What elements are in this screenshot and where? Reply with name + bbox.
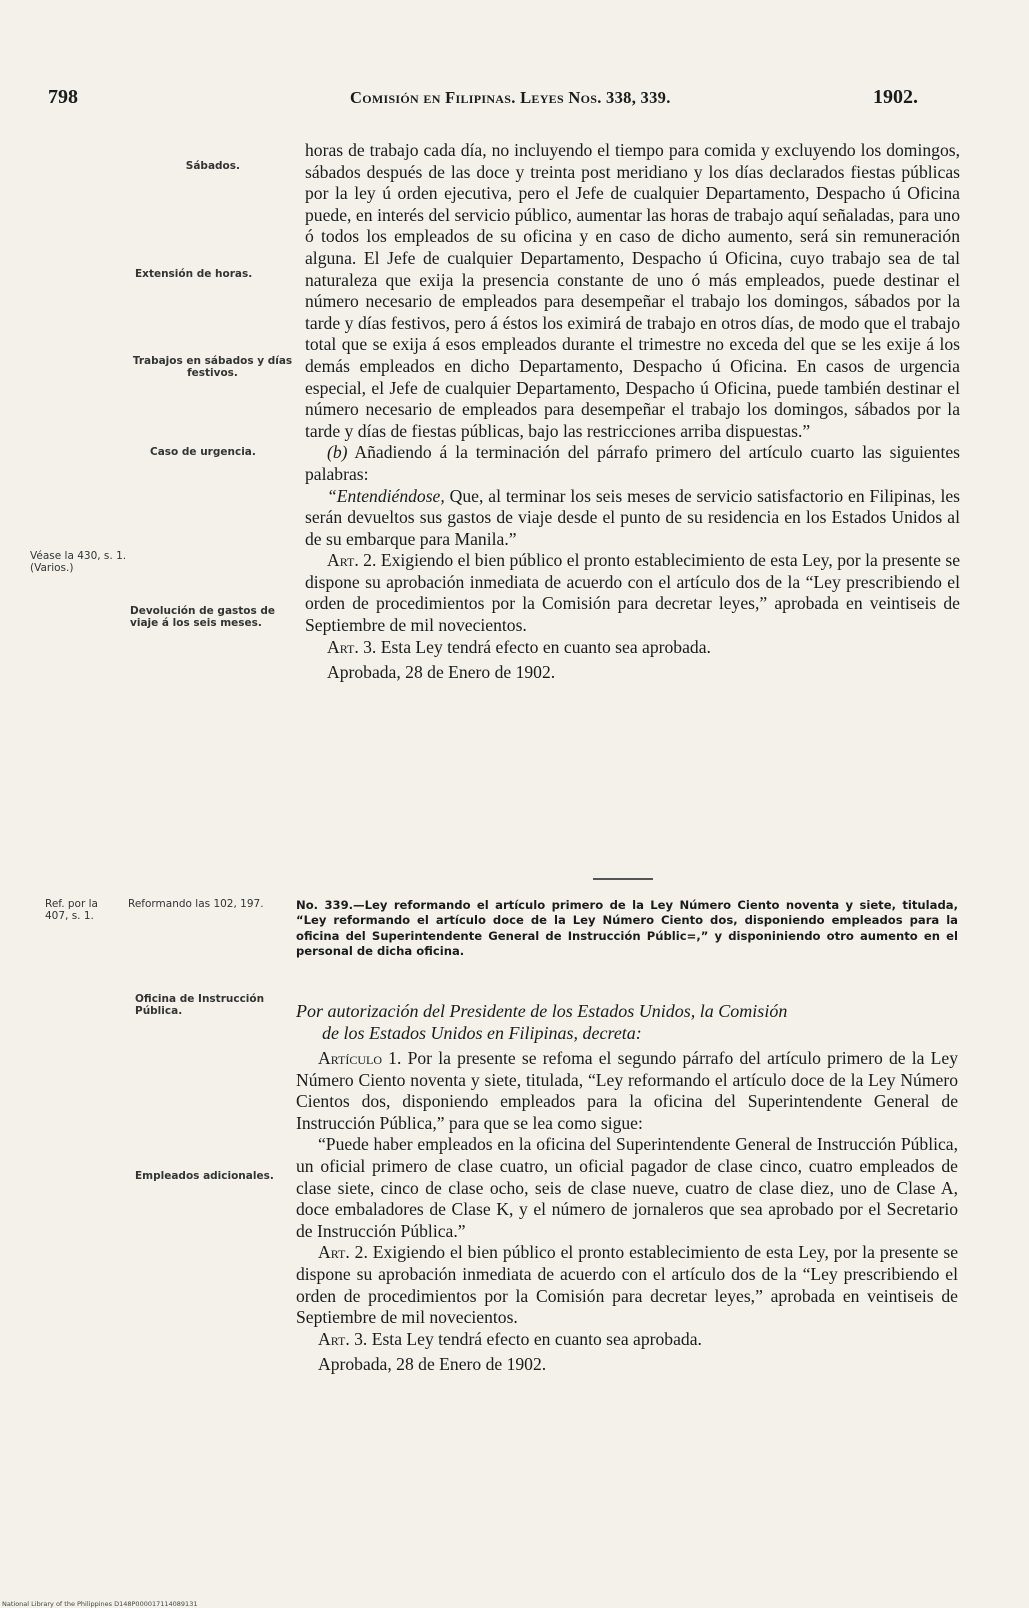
article-text: Por la presente se refoma el segundo párrafo del artículo primero de la Ley Número Ciento noventa y siete, titulada, “Ley reformando el artículo doce de la Ley Número Cientos dos, disponiendo empleados para la oficina del Superintendente General de Instrucción Pública,” para que se lea como sigue: bbox=[296, 1048, 958, 1133]
article-label: Art. 2. bbox=[327, 550, 377, 571]
footer-watermark: National Library of the Philippines D148P000017114089131 bbox=[2, 1600, 198, 1608]
margin-note-oficina: Oficina de Instrucción Pública. bbox=[135, 993, 265, 1017]
margin-note-sabados: Sábados. bbox=[185, 160, 240, 172]
margin-note-extension: Extensión de horas. bbox=[135, 268, 253, 280]
clause-text: Añadiendo á la terminación del párrafo primero del artículo cuarto las siguientes palabras: bbox=[305, 442, 960, 484]
page-number: 798 bbox=[48, 86, 78, 108]
law-338-art-2 bbox=[305, 550, 960, 636]
margin-note-trabajos: Trabajos en sábados y días festivos. bbox=[132, 355, 293, 379]
decree-line-2: de los Estados Unidos en Filipinas, decreta: bbox=[322, 1023, 642, 1043]
law-339-quote: “Puede haber empleados en la oficina del Superintendente General de Instrucción Pública, un oficial primero de clase cuatro, un oficial pagador de clase cinco, cuatro empleados de clase siete, cinco de clase ocho, seis de clase nueve, cuatro de clase diez, uno de Clase A, doce embaladores de Clase K, y el número de jornaleros que sea aprobado por el Secretario de Instrucción Pública.” bbox=[296, 1134, 958, 1241]
article-text: Exigiendo el bien público el pronto establecimiento de esta Ley, por la presente se dispone su aprobación inmediata de acuerdo con el artículo dos de la “Ley prescribiendo el orden de procedimientos por la Comisión para decretar leyes,” aprobada en veintiseis de Septiembre de mil novecientos. bbox=[296, 1242, 959, 1328]
law-339-art-2 bbox=[296, 1242, 958, 1328]
quote-lead: “Entendiéndose, bbox=[327, 485, 445, 506]
law-338-approved: Aprobada, 28 de Enero de 1902. bbox=[327, 662, 556, 683]
article-text: Esta Ley tendrá efecto en cuanto sea aprobada. bbox=[376, 636, 711, 657]
law-339-enacting-clause bbox=[296, 1000, 958, 1044]
article-label: Art. 2. bbox=[318, 1242, 368, 1263]
running-head: Comisión en Filipinas. Leyes Nos. 338, 339. bbox=[350, 88, 671, 107]
article-label: Art. 3. bbox=[327, 636, 377, 657]
law-339-art-3 bbox=[296, 1329, 958, 1351]
clause-label: (b) bbox=[327, 442, 348, 463]
law-339-body bbox=[296, 1048, 958, 1376]
law-338-paragraph: horas de trabajo cada día, no incluyendo el tiempo para comida y excluyendo los domingos, sábados después de las doce y treinta post meridiano y los días declarados fiestas públicas por la ley ú orden ejecutiva, pero el Jefe de cualquier Departamento, Despacho ú Oficina puede, en interés del servicio público, aumentar las horas de trabajo aquí señaladas, para uno ó todos los empleados de su oficina y en caso de dicho aumento, será sin remuneración alguna. El Jefe de cualquier Departamento, Despacho ú Oficina, cuyo trabajo sea de tal naturaleza que exija la presencia constante de uno ó más empleados, puede destinar el número necesario de empleados para desempeñar el trabajo los domingos, sábados por la tarde y días festivos, pero á éstos los eximirá de trabajo en otros días, de modo que el trabajo total que se exija á esos empleados durante el trimestre no exceda del que se les exije á los demás empleados en dicho Departamento, Despacho ú Oficina. En casos de urgencia especial, el Jefe de cualquier Departamento, Despacho ú Oficina, puede también destinar el número necesario de empleados para desempeñar el trabajo los domingos, sábados por la tarde y días de fiestas públicas, bajo las restricciones arriba dispuestas.” bbox=[305, 140, 960, 441]
running-head-year: 1902. bbox=[873, 86, 918, 108]
article-text: Esta Ley tendrá efecto en cuanto sea aprobada. bbox=[367, 1328, 702, 1349]
article-label: Art. 3. bbox=[318, 1328, 368, 1349]
article-label: Artículo 1. bbox=[318, 1048, 402, 1068]
law-338-art-3 bbox=[305, 637, 960, 659]
margin-note-devolucion: Devolución de gastos de viaje á los seis meses. bbox=[130, 605, 276, 629]
margin-note-reformando: Reformando las 102, 197. bbox=[128, 898, 264, 910]
margin-note-ref: Ref. por la 407, s. 1. bbox=[45, 898, 98, 922]
law-339-title: No. 339.—Ley reformando el artículo primero de la Ley Número Ciento noventa y siete, titulada, “Ley reformando el artículo doce de la Ley Número Ciento dos, disponiendo empleados para la oficina del Superintendente General de Instrucción Públic=,” y disponiniendo otro aumento en el personal de dicha oficina. bbox=[296, 898, 958, 959]
margin-note-urgencia: Caso de urgencia. bbox=[150, 446, 256, 458]
law-338-body bbox=[305, 140, 960, 684]
margin-note-empleados: Empleados adicionales. bbox=[135, 1170, 274, 1182]
article-text: Exigiendo el bien público el pronto establecimiento de esta Ley, por la presente se dispone su aprobación inmediata de acuerdo con el artículo dos de la “Ley prescribiendo el orden de procedimientos por la Comisión para decretar leyes,” aprobada en veintiseis de Septiembre de mil novecientos. bbox=[305, 550, 961, 636]
page-header bbox=[48, 86, 918, 116]
law-339-approved: Aprobada, 28 de Enero de 1902. bbox=[318, 1354, 547, 1375]
margin-note-vease: Véase la 430, s. 1. (Varios.) bbox=[30, 550, 127, 574]
law-339-art-1 bbox=[296, 1048, 958, 1134]
law-338-paragraph-b bbox=[305, 442, 960, 485]
section-divider bbox=[593, 878, 653, 880]
quote-text: Que, al terminar los seis meses de servicio satisfactorio en Filipinas, les serán devueltos sus gastos de viaje desde el punto de su residencia en los Estados Unidos al de su embarque para Manila.” bbox=[305, 485, 960, 549]
law-338-quote bbox=[305, 486, 960, 551]
decree-line-1: Por autorización del Presidente de los Estados Unidos, la Comisión bbox=[296, 1001, 788, 1021]
